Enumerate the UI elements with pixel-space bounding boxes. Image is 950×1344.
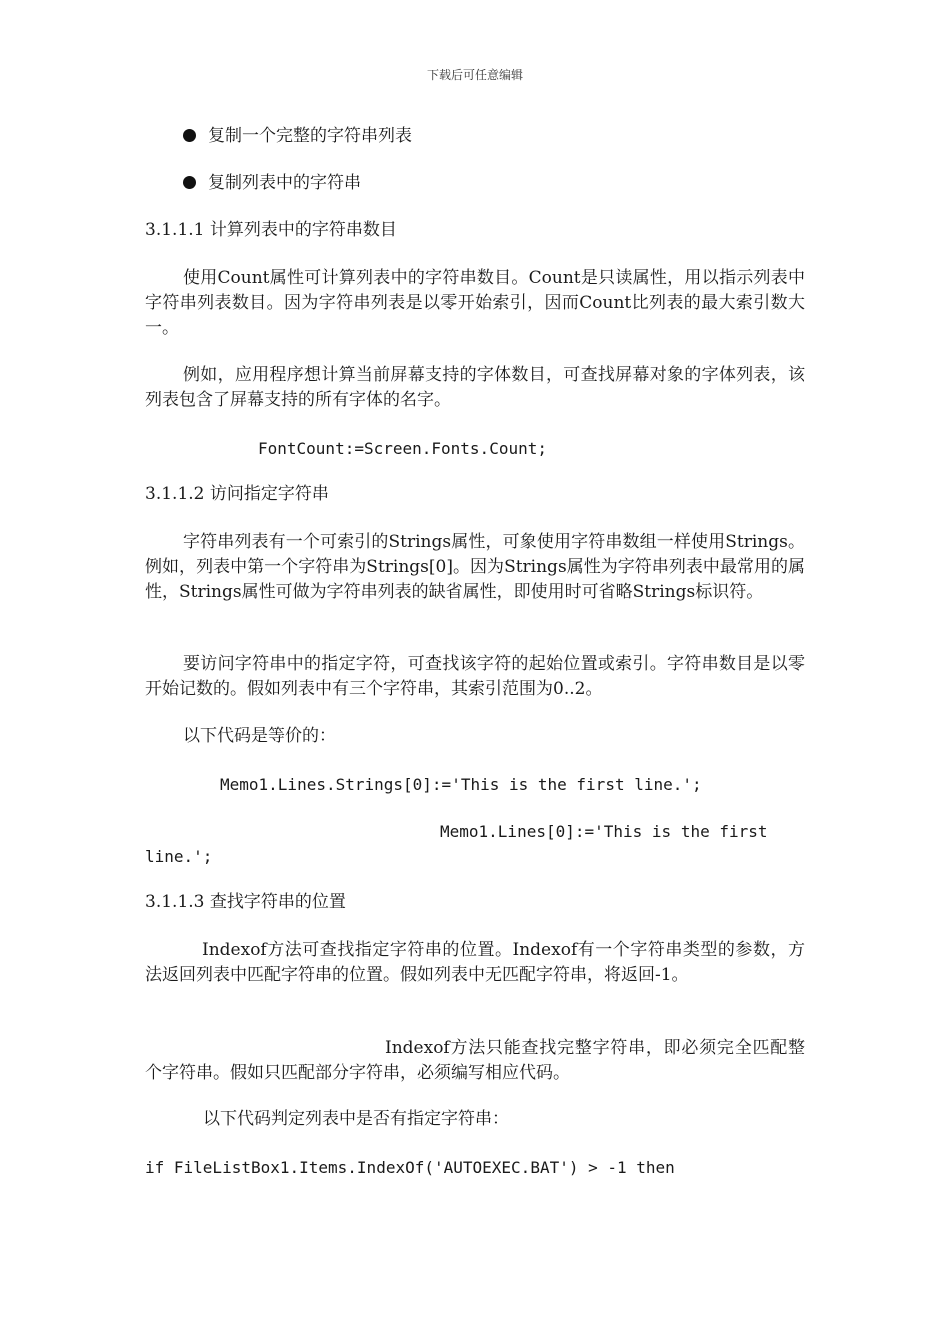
section-heading: 3.1.1.3 查找字符串的位置	[145, 892, 346, 912]
bullet-item	[183, 171, 361, 196]
bullet-text: 复制列表中的字符串	[208, 173, 361, 193]
section-heading: 3.1.1.2 访问指定字符串	[145, 484, 329, 504]
bullet-icon	[183, 176, 196, 189]
code-line: Memo1.Lines.Strings[0]:='This is the first line.';	[220, 775, 702, 794]
section-heading: 3.1.1.1 计算列表中的字符串数目	[145, 220, 397, 240]
code-line: FontCount:=Screen.Fonts.Count;	[258, 439, 547, 458]
paragraph: 例如，应用程序想计算当前屏幕支持的字体数目，可查找屏幕对象的字体列表，该列表包含了屏幕支持的所有字体的名字。	[145, 365, 805, 410]
bullet-icon	[183, 129, 196, 142]
paragraph: 字符串列表有一个可索引的Strings属性，可象使用字符串数组一样使用Strings。例如，列表中第一个字符串为Strings[0]。因为Strings属性为字符串列表中最常用的属性，Strings属性可做为字符串列表的缺省属性，即使用时可省略Strings标识符。	[145, 532, 805, 602]
code-line: line.';	[145, 847, 213, 866]
page-header: 下载后可任意编辑	[426, 68, 523, 82]
paragraph: Indexof方法可查找指定字符串的位置。Indexof有一个字符串类型的参数，方法返回列表中匹配字符串的位置。假如列表中无匹配字符串，将返回-1。	[145, 940, 805, 985]
paragraph: 使用Count属性可计算列表中的字符串数目。Count是只读属性，用以指示列表中字符串列表数目。因为字符串列表是以零开始索引，因而Count比列表的最大索引数大一。	[145, 268, 805, 338]
code-line: if FileListBox1.Items.IndexOf('AUTOEXEC.BAT') > -1 then	[145, 1158, 675, 1177]
paragraph: 要访问字符串中的指定字符，可查找该字符的起始位置或索引。字符串数目是以零开始记数的。假如列表中有三个字符串，其索引范围为0..2。	[145, 654, 805, 699]
code-line: Memo1.Lines[0]:='This is the first	[440, 822, 768, 841]
paragraph: Indexof方法只能查找完整字符串，即必须完全匹配整个字符串。假如只匹配部分字符串，必须编写相应代码。	[145, 1038, 805, 1083]
bullet-text: 复制一个完整的字符串列表	[208, 126, 412, 146]
paragraph: 以下代码判定列表中是否有指定字符串：	[203, 1109, 509, 1129]
paragraph: 以下代码是等价的：	[183, 726, 336, 746]
bullet-item	[183, 124, 412, 149]
